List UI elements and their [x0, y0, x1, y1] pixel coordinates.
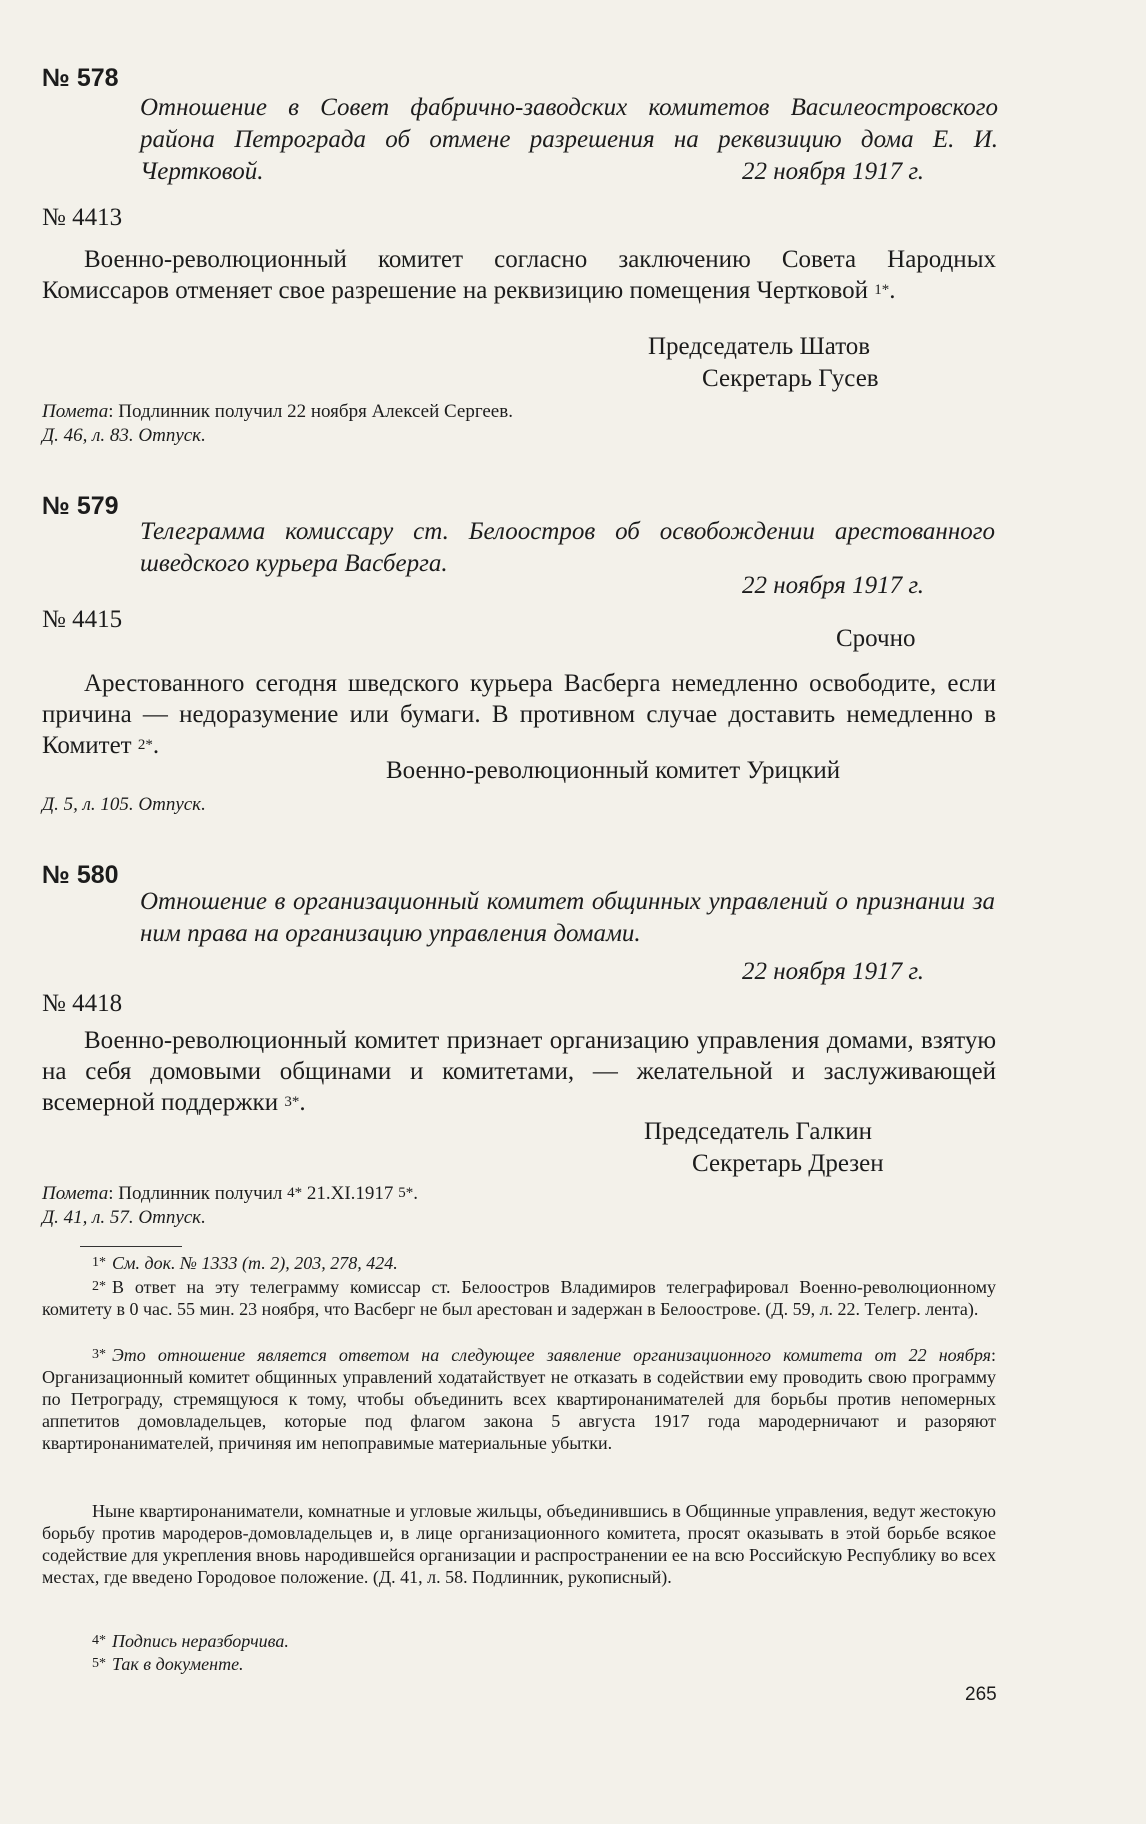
footnote-text-2: В ответ на эту телеграмму комиссар ст. Белоостров Владимиров телеграфировал Военно-революционному комитету в 0 час. 55 мин. 23 ноября, что Васберг не был арестован и задержан в Белоострове. (Д. 59, л. 22. Телегр. лента).	[42, 1277, 996, 1319]
document-number-580: № 580	[42, 861, 119, 889]
registration-number-4418: № 4418	[42, 990, 123, 1017]
footnote-2	[42, 1276, 996, 1320]
body-text-579: Арестованного сегодня шведского курьера Васберга немедленно освободите, если причина — недоразумение или бумаги. В противном случае доставить немедленно в Комитет	[42, 670, 996, 759]
mark-note-578	[42, 400, 513, 423]
footnote-5	[42, 1653, 996, 1675]
archive-source-578: Д. 46, л. 83. Отпуск.	[42, 425, 206, 446]
registration-number-4415: № 4415	[42, 606, 123, 633]
footnote-marker-1: 1*	[92, 1255, 106, 1270]
archive-source-580: Д. 41, л. 57. Отпуск.	[42, 1207, 206, 1228]
document-heading-578: Отношение в Совет фабрично-заводских комитетов Василеостровского района Петрограда об отмене разрешения на реквизицию дома Е. И. Чертковой.	[140, 94, 998, 185]
mark-note-text: : Подлинник получил 22 ноября Алексей Сергеев.	[108, 401, 513, 422]
body-text-578: Военно-революционный комитет согласно заключению Совета Народных Комиссаров отменяет свое разрешение на реквизицию помещения Чертковой	[42, 246, 996, 304]
page-number: 265	[965, 1684, 997, 1705]
footnote-3-paragraph-2: Ныне квартиронаниматели, комнатные и угловые жильцы, объединившись в Общинные управления, ведут жестокую борьбу против мародеров-домовладельцев и, в лице организационного комитета, просят оказывать в этой борьбе всякое содействие для укрепления вновь народившейся организации и распространении ее на всю Российскую Республику во всех местах, где введено Городовое положение. (Д. 41, л. 58. Подлинник, рукописный).	[42, 1501, 996, 1587]
footnote-4	[42, 1630, 996, 1652]
mark-note-label-580: Помета	[42, 1183, 109, 1204]
footnote-text-3: : Организационный комитет общинных управлений ходатайствует не отказать в содействии ему проводить свою программу по Петрограду, стремящуюся к тому, чтобы объединить всех квартиронанимателей для борьбы против непомерных аппетитов домовладельцев, которые под флагом закона 5 августа 1917 года мародерничают и разоряют квартиронанимателей, причиняя им непоправимые материальные убытки.	[42, 1345, 996, 1453]
document-date-578: 22 ноября 1917 г.	[742, 158, 924, 185]
footnote-ref-1: 1*	[874, 282, 890, 298]
footnote-marker-4: 4*	[92, 1633, 106, 1648]
signature-chairman-578: Председатель Шатов	[648, 333, 871, 360]
footnote-ref-3: 3*	[284, 1094, 300, 1110]
urgency-label: Срочно	[836, 625, 916, 652]
signature-579: Военно-революционный комитет Урицкий	[386, 757, 841, 784]
footnote-ref-5: 5*	[398, 1185, 414, 1201]
footnote-ref-2: 2*	[137, 737, 153, 753]
footnote-ref-4: 4*	[287, 1185, 303, 1201]
document-body-579: Арестованного сегодня шведского курьера Васберга немедленно освободите, если причина — недоразумение или бумаги. В противном случае доставить немедленно в Комитет $^{2*}$.	[42, 670, 996, 759]
footnote-3	[42, 1344, 996, 1454]
document-date-579: 22 ноября 1917 г.	[742, 572, 924, 599]
document-heading-580: Отношение в организационный комитет общинных управлений о признании за ним права на организацию управления домами.	[140, 888, 995, 947]
footnote-text-5: Так в документе.	[112, 1654, 244, 1674]
signature-secretary-578: Секретарь Гусев	[702, 365, 879, 392]
archive-source-579: Д. 5, л. 105. Отпуск.	[42, 794, 206, 815]
document-body-580: Военно-революционный комитет признает организацию управления домами, взятую на себя домовыми общинами и комитетами, — желательной и заслуживающей всемерной поддержки $^{3*}$.	[42, 1027, 996, 1116]
body-text-580: Военно-революционный комитет признает организацию управления домами, взятую на себя домовыми общинами и комитетами, — желательной и заслуживающей всемерной поддержки	[42, 1027, 996, 1116]
signature-chairman-580: Председатель Галкин	[644, 1118, 873, 1145]
document-body-578: Военно-революционный комитет согласно заключению Совета Народных Комиссаров отменяет свое разрешение на реквизицию помещения Чертковой $^{1*}$.	[42, 246, 996, 304]
footnote-text-1: См. док. № 1333 (т. 2), 203, 278, 424.	[112, 1253, 398, 1273]
document-heading-579: Телеграмма комиссару ст. Белоостров об освобождении арестованного шведского курьера Васберга.	[140, 518, 995, 577]
signature-secretary-580: Секретарь Дрезен	[692, 1150, 884, 1177]
mark-note-580: Помета: Подлинник получил $^{4*}$ 21.XI.1917 $^{5*}$.	[42, 1183, 418, 1204]
mark-note-label: Помета	[42, 401, 109, 422]
registration-number-4413: № 4413	[42, 204, 123, 231]
mark-note-date-580: 21.XI.1917	[302, 1183, 394, 1204]
footnote-1	[42, 1252, 996, 1274]
document-date-580: 22 ноября 1917 г.	[742, 958, 924, 985]
footnote-marker-2: 2*	[92, 1279, 106, 1294]
mark-note-text-580: : Подлинник получил	[108, 1183, 283, 1204]
footnote-divider	[80, 1246, 182, 1247]
document-number-578: № 578	[42, 64, 119, 92]
document-number-579: № 579	[42, 492, 119, 520]
footnote-marker-3: 3*	[92, 1347, 106, 1362]
footnote-marker-5: 5*	[92, 1656, 106, 1671]
footnote-text-3-italic: Это отношение является ответом на следующее заявление организационного комитета от 22 ноября	[112, 1345, 991, 1365]
footnote-text-4: Подпись неразборчива.	[112, 1631, 289, 1651]
